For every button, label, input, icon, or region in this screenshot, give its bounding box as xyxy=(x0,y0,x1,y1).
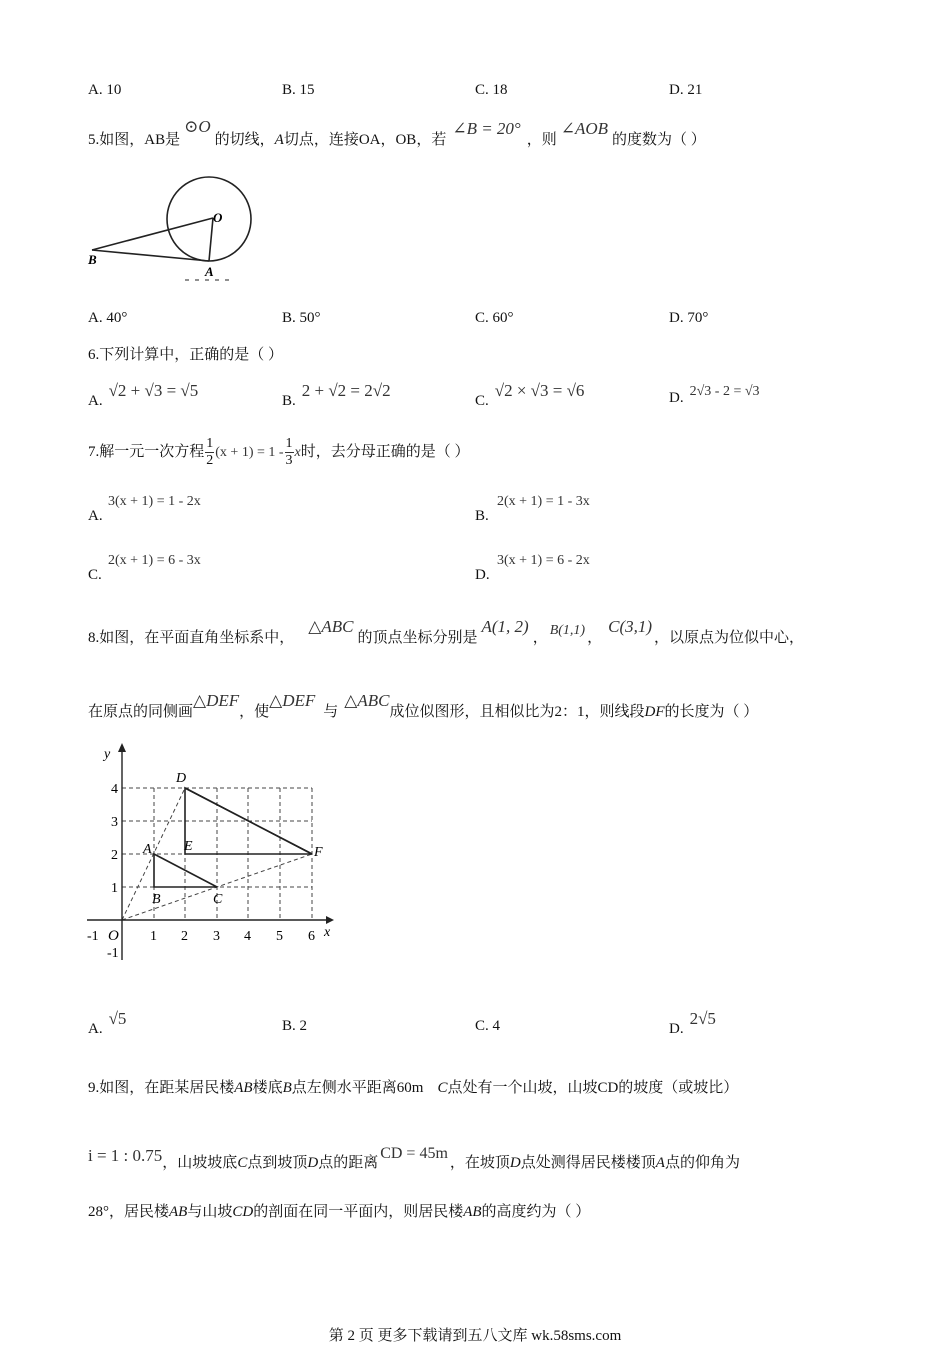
q8-ytick-4: 4 xyxy=(111,782,118,797)
q5-stem xyxy=(88,117,706,149)
q9-line2-text-6: 点的仰角为 xyxy=(664,1155,740,1171)
q6-option-a xyxy=(88,381,199,410)
q8-point-c: C(3,1) xyxy=(608,617,653,636)
q8-df: DF xyxy=(644,704,665,720)
q5-option-b: B. 50° xyxy=(282,310,321,326)
q8-label-e: E xyxy=(184,839,193,854)
q4-option-c: C. 18 xyxy=(475,82,508,98)
q5-circle-o: ⊙O xyxy=(184,117,211,136)
q8-origin-label: O xyxy=(108,928,119,944)
q7-expr-d: 3(x + 1) = 6 - 2x xyxy=(497,553,590,568)
q7-eq-x: x xyxy=(294,444,301,460)
q7-eq-mid: (x + 1) = 1 - xyxy=(215,444,284,460)
q5-segment-ob xyxy=(92,218,213,250)
q5-text-3: 切点，连接OA，OB，若 xyxy=(283,132,447,148)
q9-line3-ab: AB xyxy=(169,1204,188,1220)
q5-option-a: A. 40° xyxy=(88,310,128,326)
q9-b: B xyxy=(282,1080,292,1096)
q8-line2-text-1: 在原点的同侧画 xyxy=(88,704,194,720)
q9-c: C xyxy=(437,1080,448,1096)
q9-line1-text-3: 点左侧水平距离60m xyxy=(291,1080,424,1096)
q8-stem-line2 xyxy=(88,691,759,721)
q7-frac-half-den: 2 xyxy=(206,453,214,468)
q8-label-b: B xyxy=(152,892,161,907)
q5-figure xyxy=(85,172,265,287)
q9-ab: AB xyxy=(234,1080,253,1096)
q6-option-b xyxy=(282,381,391,410)
q9-line3-text-2: 与山坡 xyxy=(187,1204,233,1220)
q6-label-a: A. xyxy=(88,393,103,409)
q7-expr-b: 2(x + 1) = 1 - 3x xyxy=(497,494,590,509)
q8-ytick-neg1: -1 xyxy=(107,946,119,961)
q9-line2-text-4: ，在坡顶 xyxy=(449,1155,510,1171)
q6-label-c: C. xyxy=(475,393,489,409)
q8-x-arrow-icon xyxy=(326,916,334,924)
q8-ytick-2: 2 xyxy=(111,848,118,863)
q8-xtick-2: 2 xyxy=(181,929,188,944)
q8-xtick-3: 3 xyxy=(213,929,220,944)
q8-label-c: C xyxy=(213,892,223,907)
q9-line3-text-3: 的剖面在同一平面内，则居民楼 xyxy=(253,1204,464,1220)
q8-stem-line1 xyxy=(88,617,805,647)
q5-angle-aob: ∠AOB xyxy=(560,119,609,138)
q9-line2-text-1: ，山坡坡底 xyxy=(162,1155,238,1171)
q9-line2-text-5: 点处测得居民楼楼顶 xyxy=(520,1155,656,1171)
q8-line2-text-2: ，使 xyxy=(239,704,270,720)
q6-label-d: D. xyxy=(669,390,684,406)
q5-text-4: ，则 xyxy=(526,132,557,148)
q7-frac-third-num: 1 xyxy=(285,436,293,451)
q7-frac-half-num: 1 xyxy=(206,436,214,451)
q7-text-2: 时，去分母正确的是（ ） xyxy=(300,443,470,460)
q8-xtick-6: 6 xyxy=(308,929,315,944)
q8-ytick-1: 1 xyxy=(111,881,118,896)
q8-point-b: B(1,1) xyxy=(549,623,586,638)
q8-xtick-neg1: -1 xyxy=(87,929,99,944)
q6-expr-d: 2√3 - 2 = √3 xyxy=(689,384,760,399)
q9-line2-a: A xyxy=(655,1155,665,1171)
q8-comma-2: ， xyxy=(587,630,603,646)
q8-comma-1: ， xyxy=(532,630,548,646)
q9-line3-cd: CD xyxy=(232,1204,254,1220)
q8-option-c: C. 4 xyxy=(475,1018,501,1034)
q8-ytick-3: 3 xyxy=(111,815,118,830)
q8-tri-def-2: △DEF xyxy=(269,691,316,710)
q8-y-label: y xyxy=(104,747,111,762)
q8-option-d xyxy=(669,1009,716,1038)
q6-stem: 6.下列计算中，正确的是（ ） xyxy=(88,347,284,363)
q6-label-b: B. xyxy=(282,393,296,409)
q6-option-d xyxy=(669,384,760,407)
q5-option-d: D. 70° xyxy=(669,310,709,326)
q5-point-a: A xyxy=(274,132,284,148)
q5-segment-ab xyxy=(92,250,209,261)
q4-option-a: A. 10 xyxy=(88,82,122,98)
q8-point-a: A(1, 2) xyxy=(481,617,529,636)
q9-stem-line3 xyxy=(88,1200,590,1221)
q8-label-d: D xyxy=(176,771,187,786)
q8-xtick-4: 4 xyxy=(244,929,251,944)
q8-option-a xyxy=(88,1009,127,1038)
q4-option-b: B. 15 xyxy=(282,82,315,98)
q9-line2-c: C xyxy=(237,1155,248,1171)
q9-line2-text-3: 点的距离 xyxy=(318,1155,379,1171)
q8-label-option-a: A. xyxy=(88,1021,103,1037)
q9-line1-text-2: 楼底 xyxy=(252,1080,283,1096)
q8-x-label: x xyxy=(324,925,331,940)
q9-cd-eq: CD = 45m xyxy=(380,1145,448,1162)
page-footer: 第 2 页 更多下载请到五八文库 wk.58sms.com xyxy=(328,1328,622,1344)
q7-label-c: C. xyxy=(88,567,102,583)
q9-line2-text-2: 点到坡顶 xyxy=(247,1155,308,1171)
q8-tri-abc-2: △ABC xyxy=(344,691,390,710)
q8-label-option-d: D. xyxy=(669,1021,684,1037)
q7-stem xyxy=(88,436,470,469)
q5-angle-b: ∠B = 20° xyxy=(452,119,521,138)
q8-expr-a: √5 xyxy=(108,1009,127,1028)
q9-slope: i = 1 : 0.75 xyxy=(88,1146,163,1165)
q7-frac-third-den: 3 xyxy=(285,453,293,468)
q5-label-b: B xyxy=(88,252,97,267)
q6-expr-a: √2 + √3 = √5 xyxy=(108,381,199,400)
q7-expr-c: 2(x + 1) = 6 - 3x xyxy=(108,553,201,568)
q8-line2-text-4: 成位似图形，且相似比为2：1，则线段 xyxy=(389,704,645,720)
q6-expr-c: √2 × √3 = √6 xyxy=(494,381,585,400)
q8-text-3: ，以原点为位似中心， xyxy=(654,630,805,646)
q5-label-o: O xyxy=(213,210,223,225)
q9-stem-line1 xyxy=(88,1076,738,1097)
q7-label-a: A. xyxy=(88,508,103,524)
q9-line2-d2: D xyxy=(509,1155,521,1171)
q8-text-2: 的顶点坐标分别是 xyxy=(357,630,478,646)
q7-label-d: D. xyxy=(475,567,490,583)
q5-option-c: C. 60° xyxy=(475,310,514,326)
q5-text-2: 的切线， xyxy=(214,132,275,148)
q4-option-d: D. 21 xyxy=(669,82,703,98)
q7-label-b: B. xyxy=(475,508,489,524)
q8-option-b: B. 2 xyxy=(282,1018,308,1034)
q8-label-a: A xyxy=(143,842,152,857)
q6-expr-b: 2 + √2 = 2√2 xyxy=(301,381,391,400)
q5-label-a: A xyxy=(205,264,214,279)
q8-label-f: F xyxy=(314,845,323,860)
q8-line2-text-3: 与 xyxy=(323,704,339,720)
q7-expr-a: 3(x + 1) = 1 - 2x xyxy=(108,494,201,509)
q8-expr-d: 2√5 xyxy=(689,1009,716,1028)
q8-line2-text-5: 的长度为（ ） xyxy=(664,704,759,720)
q8-graph xyxy=(82,738,347,968)
q9-line1-text-1: 9.如图，在距某居民楼 xyxy=(88,1080,235,1096)
q8-xtick-1: 1 xyxy=(150,929,157,944)
q7-frac-third xyxy=(285,436,294,469)
q9-line1-text-4: 点处有一个山坡，山坡CD的坡度（或坡比） xyxy=(447,1080,739,1096)
q5-text-5: 的度数为（ ） xyxy=(612,132,706,148)
q8-tri-def: △DEF xyxy=(193,691,240,710)
q9-stem-line2 xyxy=(88,1145,740,1172)
q9-line3-ab2: AB xyxy=(463,1204,482,1220)
q9-line3-text-4: 的高度约为（ ） xyxy=(481,1204,591,1220)
q8-y-arrow-icon xyxy=(118,743,126,752)
q9-line2-d: D xyxy=(307,1155,319,1171)
q5-text-1: 5.如图，AB是 xyxy=(88,132,181,148)
q7-frac-half xyxy=(205,436,214,469)
q7-text-1: 7.解一元一次方程 xyxy=(88,443,205,460)
q9-line3-text-1: 28°，居民楼 xyxy=(88,1204,169,1220)
q8-tri-abc: △ABC xyxy=(308,617,354,636)
q8-xtick-5: 5 xyxy=(276,929,283,944)
q6-option-c xyxy=(475,381,585,410)
q8-text-1: 8.如图，在平面直角坐标系中， xyxy=(88,630,295,646)
